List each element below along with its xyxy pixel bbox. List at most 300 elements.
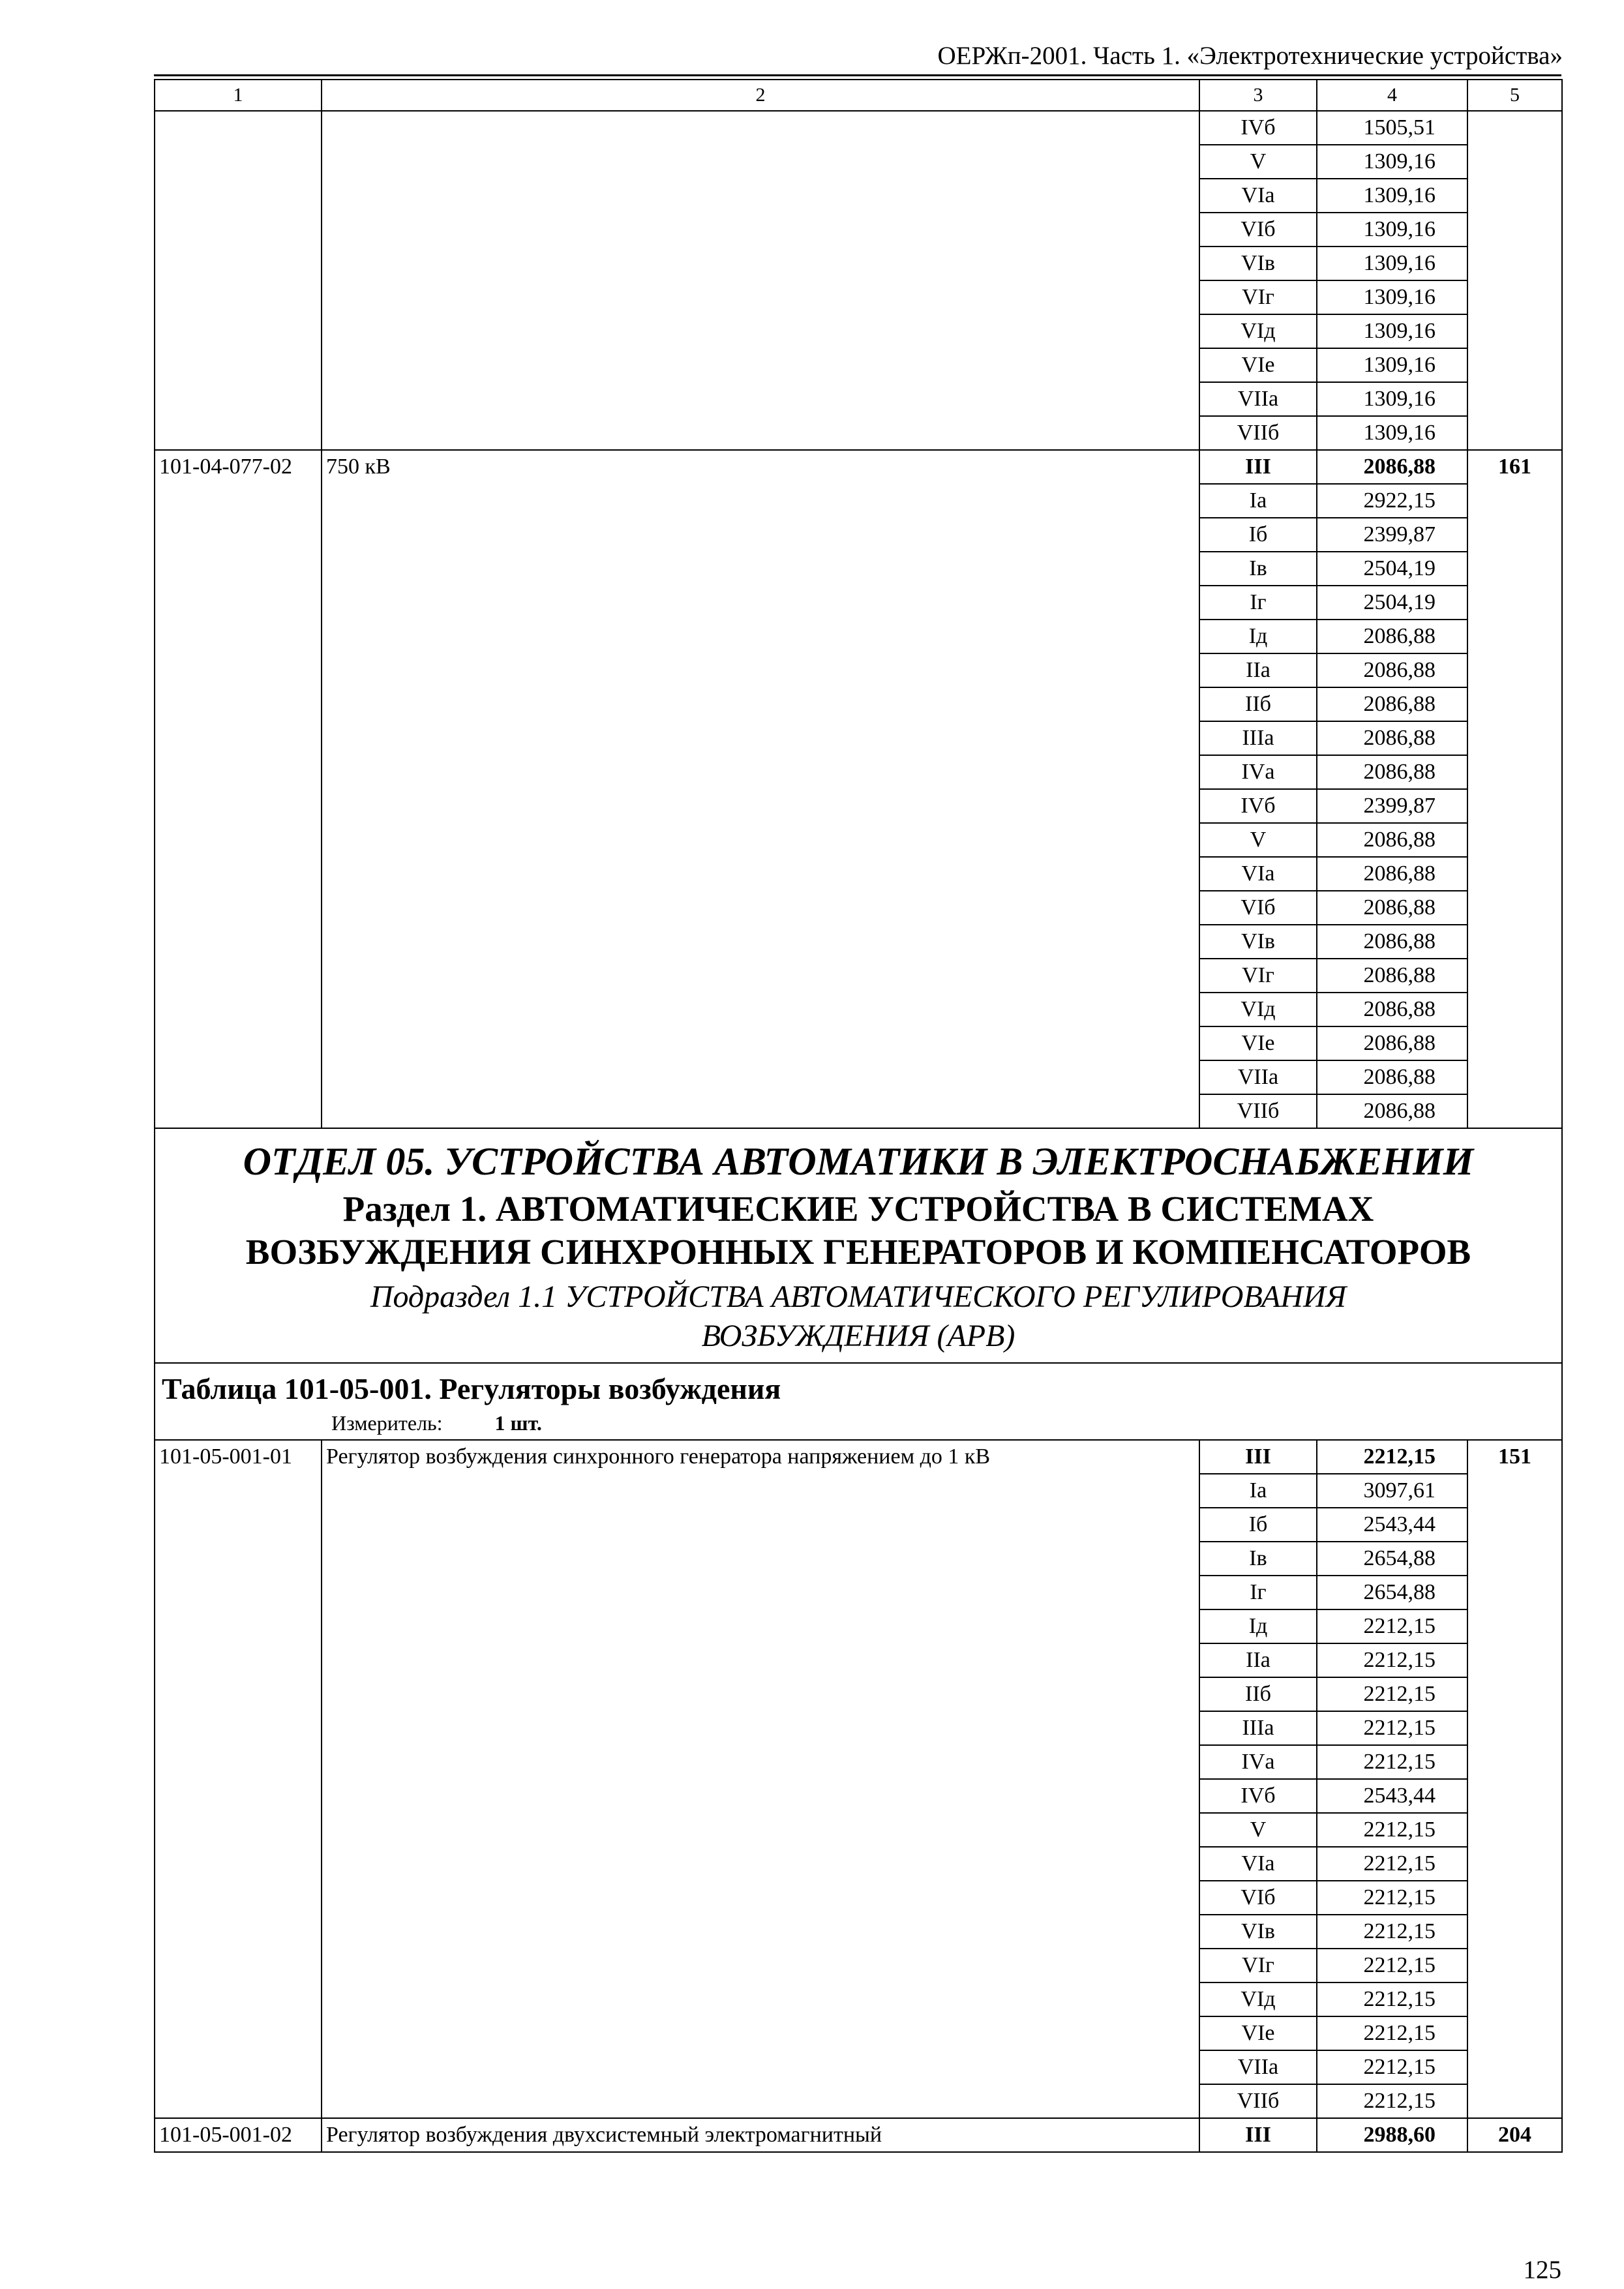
zone-cell: V [1199, 145, 1317, 179]
col5-cell [1467, 2050, 1562, 2084]
table-row [155, 518, 1562, 552]
price-cell: 2504,19 [1317, 586, 1467, 620]
table-row [155, 348, 1562, 382]
column-number-row [155, 80, 1562, 111]
code-cell [155, 552, 322, 586]
price-cell: 2086,88 [1317, 1026, 1467, 1060]
code-cell [155, 1643, 322, 1677]
col5-cell [1467, 213, 1562, 247]
price-cell: 2922,15 [1317, 484, 1467, 518]
col5-cell [1467, 687, 1562, 721]
code-cell [155, 484, 322, 518]
code-cell [155, 1881, 322, 1915]
code-cell [155, 416, 322, 450]
subsection-heading-line-2: ВОЗБУЖДЕНИЯ (АРВ) [701, 1319, 1015, 1353]
table-title-row [155, 1363, 1562, 1440]
table-row [155, 145, 1562, 179]
col5-cell [1467, 755, 1562, 789]
col5-cell [1467, 1813, 1562, 1847]
table-row [155, 1813, 1562, 1847]
col5-cell [1467, 925, 1562, 959]
name-cell [322, 518, 1199, 552]
name-cell [322, 1779, 1199, 1813]
name-cell [322, 1094, 1199, 1128]
name-cell [322, 1677, 1199, 1711]
col5-cell [1467, 1881, 1562, 1915]
col5-cell [1467, 145, 1562, 179]
col5-cell [1467, 1609, 1562, 1643]
price-cell: 2654,88 [1317, 1576, 1467, 1609]
price-cell: 2212,15 [1317, 1609, 1467, 1643]
zone-cell: Iг [1199, 586, 1317, 620]
col5-cell [1467, 484, 1562, 518]
col5-cell [1467, 111, 1562, 145]
zone-cell: VIв [1199, 925, 1317, 959]
code-cell [155, 857, 322, 891]
name-cell [322, 1915, 1199, 1949]
price-cell: 1309,16 [1317, 314, 1467, 348]
name-cell [322, 925, 1199, 959]
name-cell [322, 247, 1199, 280]
name-cell [322, 1813, 1199, 1847]
table-row [155, 687, 1562, 721]
zone-cell: Iд [1199, 1609, 1317, 1643]
table-row [155, 993, 1562, 1026]
code-cell [155, 1779, 322, 1813]
zone-cell: IIб [1199, 687, 1317, 721]
name-cell [322, 1542, 1199, 1576]
zone-cell: III [1199, 450, 1317, 484]
column-number: 2 [322, 80, 1199, 111]
name-cell [322, 1745, 1199, 1779]
name-cell [322, 314, 1199, 348]
table-row [155, 1474, 1562, 1508]
code-cell [155, 1711, 322, 1745]
zone-cell: IVб [1199, 111, 1317, 145]
table-row [155, 484, 1562, 518]
col5-cell [1467, 789, 1562, 823]
name-cell [322, 755, 1199, 789]
price-cell: 2212,15 [1317, 2084, 1467, 2118]
name-cell [322, 721, 1199, 755]
name-cell [322, 145, 1199, 179]
code-cell [155, 348, 322, 382]
table-row [155, 1745, 1562, 1779]
zone-cell: VIг [1199, 280, 1317, 314]
column-number: 4 [1317, 80, 1467, 111]
col5-cell [1467, 993, 1562, 1026]
zone-cell: VIд [1199, 993, 1317, 1026]
table-row [155, 1576, 1562, 1609]
name-cell [322, 484, 1199, 518]
unit-label: Измеритель: [331, 1411, 443, 1435]
table-row [155, 1609, 1562, 1643]
price-cell: 2212,15 [1317, 1677, 1467, 1711]
col5-cell [1467, 552, 1562, 586]
table-row [155, 552, 1562, 586]
price-cell: 2212,15 [1317, 2050, 1467, 2084]
zone-cell: V [1199, 1813, 1317, 1847]
code-cell [155, 891, 322, 925]
name-cell [322, 280, 1199, 314]
price-cell: 1309,16 [1317, 179, 1467, 213]
zone-cell: Iа [1199, 484, 1317, 518]
code-cell [155, 145, 322, 179]
col5-cell [1467, 891, 1562, 925]
table-row [155, 111, 1562, 145]
column-number: 1 [155, 80, 322, 111]
col5-cell [1467, 1915, 1562, 1949]
code-cell [155, 959, 322, 993]
price-cell: 2086,88 [1317, 823, 1467, 857]
table-row [155, 1779, 1562, 1813]
col5-cell [1467, 1026, 1562, 1060]
col5-cell [1467, 247, 1562, 280]
table-row [155, 789, 1562, 823]
code-cell [155, 993, 322, 1026]
col5-cell [1467, 1474, 1562, 1508]
code-cell [155, 620, 322, 653]
price-cell: 2212,15 [1317, 1949, 1467, 1982]
table-row [155, 416, 1562, 450]
zone-cell: Iд [1199, 620, 1317, 653]
section-heading-line-2: ВОЗБУЖДЕНИЯ СИНХРОННЫХ ГЕНЕРАТОРОВ И КОМПЕНСАТОРОВ [245, 1232, 1471, 1272]
code-cell [155, 755, 322, 789]
col5-cell [1467, 1643, 1562, 1677]
price-cell: 2399,87 [1317, 518, 1467, 552]
col5-cell [1467, 1779, 1562, 1813]
item-row [155, 1440, 1562, 1474]
code-cell [155, 586, 322, 620]
name-cell [322, 891, 1199, 925]
table-row [155, 653, 1562, 687]
name-cell [322, 1576, 1199, 1609]
zone-cell: IIб [1199, 1677, 1317, 1711]
zone-cell: VIIа [1199, 1060, 1317, 1094]
code-cell [155, 1060, 322, 1094]
name-cell [322, 789, 1199, 823]
name-cell [322, 993, 1199, 1026]
table-row [155, 1982, 1562, 2016]
col5-cell [1467, 348, 1562, 382]
price-cell: 2086,88 [1317, 653, 1467, 687]
zone-cell: IIа [1199, 653, 1317, 687]
zone-cell: VIб [1199, 1881, 1317, 1915]
col5-cell [1467, 1060, 1562, 1094]
col5-cell [1467, 620, 1562, 653]
price-cell: 2212,15 [1317, 1440, 1467, 1474]
price-cell: 2654,88 [1317, 1542, 1467, 1576]
code-cell [155, 721, 322, 755]
unit-line [162, 1409, 1555, 1437]
col5-cell [1467, 2016, 1562, 2050]
code-cell [155, 823, 322, 857]
price-cell: 2086,88 [1317, 687, 1467, 721]
table-row [155, 1026, 1562, 1060]
code-cell [155, 1474, 322, 1508]
price-cell: 1309,16 [1317, 348, 1467, 382]
code-cell [155, 213, 322, 247]
name-cell [322, 2016, 1199, 2050]
price-cell: 2086,88 [1317, 721, 1467, 755]
col5-cell: 204 [1467, 2118, 1562, 2152]
item-code: 101-05-001-02 [155, 2118, 322, 2152]
zone-cell: V [1199, 823, 1317, 857]
col5-cell [1467, 179, 1562, 213]
price-cell: 2086,88 [1317, 959, 1467, 993]
price-cell: 1309,16 [1317, 145, 1467, 179]
code-cell [155, 314, 322, 348]
price-cell: 3097,61 [1317, 1474, 1467, 1508]
zone-cell: III [1199, 1440, 1317, 1474]
table-row [155, 891, 1562, 925]
table-row [155, 1542, 1562, 1576]
zone-cell: IVб [1199, 1779, 1317, 1813]
name-cell [322, 620, 1199, 653]
zone-cell: VIIа [1199, 2050, 1317, 2084]
code-cell [155, 1576, 322, 1609]
col5-cell [1467, 1711, 1562, 1745]
table-row [155, 2084, 1562, 2118]
code-cell [155, 1677, 322, 1711]
code-cell [155, 1847, 322, 1881]
col5-cell [1467, 314, 1562, 348]
header-rule [154, 74, 1561, 76]
table-row [155, 721, 1562, 755]
name-cell [322, 416, 1199, 450]
name-cell [322, 111, 1199, 145]
price-cell: 2212,15 [1317, 1813, 1467, 1847]
zone-cell: VIв [1199, 1915, 1317, 1949]
code-cell [155, 2016, 322, 2050]
col5-cell [1467, 1847, 1562, 1881]
name-cell [322, 687, 1199, 721]
table-row [155, 1847, 1562, 1881]
zone-cell: VIг [1199, 1949, 1317, 1982]
code-cell [155, 382, 322, 416]
unit-value: 1 шт. [494, 1411, 542, 1435]
name-cell [322, 382, 1199, 416]
code-cell [155, 1982, 322, 2016]
item-name: Регулятор возбуждения синхронного генератора напряжением до 1 кВ [322, 1440, 1199, 1474]
code-cell [155, 789, 322, 823]
name-cell [322, 1508, 1199, 1542]
price-cell: 2086,88 [1317, 450, 1467, 484]
zone-cell: VIб [1199, 891, 1317, 925]
price-cell: 1309,16 [1317, 213, 1467, 247]
code-cell [155, 1026, 322, 1060]
zone-cell: VIд [1199, 314, 1317, 348]
code-cell [155, 653, 322, 687]
price-cell: 1309,16 [1317, 416, 1467, 450]
table-row [155, 620, 1562, 653]
price-cell: 2212,15 [1317, 1643, 1467, 1677]
item-code: 101-05-001-01 [155, 1440, 322, 1474]
page-number: 125 [1523, 2256, 1561, 2284]
zone-cell: VIа [1199, 857, 1317, 891]
zone-cell: VIг [1199, 959, 1317, 993]
price-cell: 2988,60 [1317, 2118, 1467, 2152]
name-cell [322, 213, 1199, 247]
table-row [155, 1915, 1562, 1949]
name-cell [322, 2050, 1199, 2084]
table-row [155, 382, 1562, 416]
zone-cell: VIв [1199, 247, 1317, 280]
code-cell [155, 1609, 322, 1643]
table-row [155, 1711, 1562, 1745]
table-title-cell [155, 1363, 1562, 1440]
name-cell [322, 1643, 1199, 1677]
name-cell [322, 1982, 1199, 2016]
col5-cell [1467, 1677, 1562, 1711]
item-code: 101-04-077-02 [155, 450, 322, 484]
zone-cell: VIе [1199, 2016, 1317, 2050]
zone-cell: Iв [1199, 552, 1317, 586]
name-cell [322, 179, 1199, 213]
name-cell [322, 857, 1199, 891]
zone-cell: VIIб [1199, 2084, 1317, 2118]
zone-cell: IIIа [1199, 1711, 1317, 1745]
subsection-heading-line-1: Подраздел 1.1 УСТРОЙСТВА АВТОМАТИЧЕСКОГО РЕГУЛИРОВАНИЯ [370, 1279, 1347, 1314]
col5-cell [1467, 721, 1562, 755]
item-row [155, 2118, 1562, 2152]
col5-cell [1467, 1745, 1562, 1779]
price-table [154, 79, 1563, 2153]
table-title: Таблица 101-05-001. Регуляторы возбуждения [162, 1372, 781, 1405]
col5-cell [1467, 857, 1562, 891]
col5-cell [1467, 382, 1562, 416]
zone-cell: VIа [1199, 179, 1317, 213]
zone-cell: III [1199, 2118, 1317, 2152]
table-row [155, 755, 1562, 789]
name-cell [322, 1711, 1199, 1745]
code-cell [155, 2084, 322, 2118]
code-cell [155, 925, 322, 959]
price-cell: 2086,88 [1317, 1060, 1467, 1094]
col5-cell [1467, 280, 1562, 314]
zone-cell: VIе [1199, 1026, 1317, 1060]
price-cell: 2086,88 [1317, 925, 1467, 959]
code-cell [155, 1745, 322, 1779]
zone-cell: VIIб [1199, 416, 1317, 450]
name-cell [322, 348, 1199, 382]
col5-cell [1467, 2084, 1562, 2118]
name-cell [322, 1060, 1199, 1094]
column-number: 5 [1467, 80, 1562, 111]
col5-cell [1467, 653, 1562, 687]
name-cell [322, 823, 1199, 857]
price-cell: 2543,44 [1317, 1779, 1467, 1813]
price-cell: 2212,15 [1317, 1847, 1467, 1881]
table-row [155, 179, 1562, 213]
table-row [155, 925, 1562, 959]
code-cell [155, 1915, 322, 1949]
item-name: Регулятор возбуждения двухсистемный электромагнитный [322, 2118, 1199, 2152]
name-cell [322, 586, 1199, 620]
table-row [155, 1677, 1562, 1711]
price-cell: 2086,88 [1317, 1094, 1467, 1128]
price-cell: 2086,88 [1317, 620, 1467, 653]
table-row [155, 1094, 1562, 1128]
name-cell [322, 1847, 1199, 1881]
table-row [155, 2016, 1562, 2050]
price-cell: 2212,15 [1317, 1915, 1467, 1949]
zone-cell: IIIа [1199, 721, 1317, 755]
column-number: 3 [1199, 80, 1317, 111]
col5-cell [1467, 959, 1562, 993]
name-cell [322, 1881, 1199, 1915]
price-cell: 1309,16 [1317, 280, 1467, 314]
table-row [155, 857, 1562, 891]
col5-cell [1467, 586, 1562, 620]
code-cell [155, 179, 322, 213]
table-row [155, 1508, 1562, 1542]
code-cell [155, 1813, 322, 1847]
col5-cell [1467, 1094, 1562, 1128]
code-cell [155, 518, 322, 552]
name-cell [322, 1026, 1199, 1060]
table-row [155, 1881, 1562, 1915]
price-cell: 2504,19 [1317, 552, 1467, 586]
table-row [155, 247, 1562, 280]
table-row [155, 280, 1562, 314]
zone-cell: IVа [1199, 1745, 1317, 1779]
section-heading-line-1: Раздел 1. АВТОМАТИЧЕСКИЕ УСТРОЙСТВА В СИСТЕМАХ [342, 1189, 1374, 1229]
code-cell [155, 1542, 322, 1576]
zone-cell: VIд [1199, 1982, 1317, 2016]
code-cell [155, 687, 322, 721]
price-cell: 2212,15 [1317, 2016, 1467, 2050]
price-cell: 2212,15 [1317, 1745, 1467, 1779]
zone-cell: VIб [1199, 213, 1317, 247]
zone-cell: IVб [1199, 789, 1317, 823]
name-cell [322, 552, 1199, 586]
zone-cell: Iб [1199, 1508, 1317, 1542]
col5-cell: 161 [1467, 450, 1562, 484]
zone-cell: IVа [1199, 755, 1317, 789]
code-cell [155, 1094, 322, 1128]
item-row [155, 450, 1562, 484]
col5-cell [1467, 1949, 1562, 1982]
name-cell [322, 1609, 1199, 1643]
price-cell: 2086,88 [1317, 857, 1467, 891]
col5-cell [1467, 1508, 1562, 1542]
name-cell [322, 653, 1199, 687]
table-row [155, 213, 1562, 247]
price-cell: 1309,16 [1317, 247, 1467, 280]
col5-cell: 151 [1467, 1440, 1562, 1474]
code-cell [155, 280, 322, 314]
price-cell: 2399,87 [1317, 789, 1467, 823]
price-cell: 2212,15 [1317, 1881, 1467, 1915]
table-row [155, 1643, 1562, 1677]
price-cell: 1505,51 [1317, 111, 1467, 145]
running-title: ОЕРЖп-2001. Часть 1. «Электротехнические устройства» [937, 42, 1563, 70]
col5-cell [1467, 823, 1562, 857]
zone-cell: Iв [1199, 1542, 1317, 1576]
zone-cell: Iг [1199, 1576, 1317, 1609]
heading-row [155, 1128, 1562, 1363]
code-cell [155, 247, 322, 280]
table-row [155, 586, 1562, 620]
col5-cell [1467, 1982, 1562, 2016]
table-row [155, 823, 1562, 857]
col5-cell [1467, 416, 1562, 450]
code-cell [155, 1508, 322, 1542]
price-cell: 2086,88 [1317, 993, 1467, 1026]
code-cell [155, 111, 322, 145]
price-cell: 1309,16 [1317, 382, 1467, 416]
